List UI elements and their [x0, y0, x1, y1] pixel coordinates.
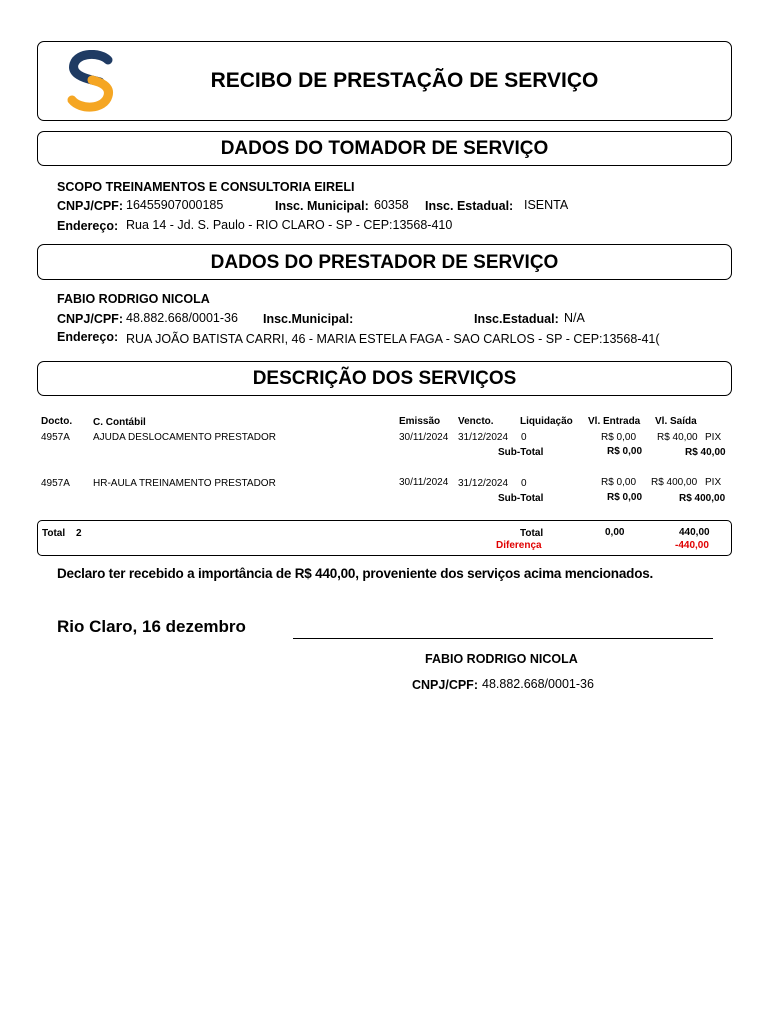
signature-line: [293, 638, 713, 639]
col-vencto: Vencto.: [458, 416, 494, 427]
tomador-insc-est-label: Insc. Estadual:: [425, 199, 514, 213]
prestador-name: FABIO RODRIGO NICOLA: [57, 292, 210, 306]
row2-entrada: R$ 0,00: [601, 477, 637, 488]
col-liquidacao: Liquidação: [520, 416, 573, 427]
prestador-section-title: DADOS DO PRESTADOR DE SERVIÇO: [210, 252, 559, 273]
col-saida: Vl. Saída: [655, 416, 697, 427]
total-count-value: 2: [76, 528, 82, 539]
signature-cnpj-value: 48.882.668/0001-36: [482, 677, 594, 691]
signature-cnpj-label: CNPJ/CPF:: [412, 678, 478, 692]
totals-box: [37, 520, 732, 556]
tomador-insc-est-value: ISENTA: [524, 198, 569, 212]
prestador-endereco-clip: [126, 330, 682, 347]
row1-saida: R$ 40,00: [657, 432, 698, 443]
total-label: Total: [520, 528, 544, 539]
tomador-cnpj-value: 16455907000185: [126, 198, 224, 212]
row2-conta: HR-AULA TREINAMENTO PRESTADOR: [93, 478, 276, 489]
row1-docto: 4957A: [41, 432, 70, 443]
row1-forma: PIX: [705, 432, 722, 443]
row2-docto: 4957A: [41, 478, 70, 489]
prestador-insc-est-label: Insc.Estadual:: [474, 312, 559, 326]
row1-subtotal-label: Sub-Total: [498, 447, 544, 458]
row2-liquidacao: 0: [521, 478, 527, 489]
page-title: RECIBO DE PRESTAÇÃO DE SERVIÇO: [210, 69, 599, 92]
diferenca-label: Diferença: [496, 540, 542, 551]
prestador-insc-mun-label: Insc.Municipal:: [263, 312, 354, 326]
diferenca-value: -440,00: [675, 540, 709, 551]
signature-name: FABIO RODRIGO NICOLA: [425, 652, 578, 666]
total-saida: 440,00: [679, 527, 710, 538]
prestador-endereco-label: Endereço:: [57, 330, 119, 344]
servicos-section-header: [37, 361, 732, 396]
tomador-insc-mun-value: 60358: [374, 198, 409, 212]
tomador-endereco-label: Endereço:: [57, 219, 119, 233]
row2-vencto: 31/12/2024: [458, 478, 509, 489]
row1-subtotal-entrada: R$ 0,00: [607, 446, 643, 457]
col-docto: Docto.: [41, 416, 73, 427]
row1-subtotal-saida: R$ 40,00: [685, 447, 726, 458]
local-data-clip: [57, 617, 277, 646]
total-entrada: 0,00: [605, 527, 625, 538]
col-emissao: Emissão: [399, 416, 441, 427]
row1-liquidacao: 0: [521, 432, 527, 443]
local-data: Rio Claro, 16 dezembro: [57, 617, 246, 636]
declaration-text: Declaro ter recebido a importância de R$ 440,00, proveniente dos serviços acima mencionados.: [57, 566, 654, 581]
row1-emissao: 30/11/2024: [399, 432, 449, 443]
row1-entrada: R$ 0,00: [601, 432, 637, 443]
tomador-insc-mun-label: Insc. Municipal:: [275, 199, 369, 213]
header-box: [37, 41, 732, 121]
row2-saida: R$ 400,00: [651, 477, 698, 488]
row1-vencto: 31/12/2024: [458, 432, 509, 443]
row1-conta: AJUDA DESLOCAMENTO PRESTADOR: [93, 432, 276, 443]
row2-subtotal-entrada: R$ 0,00: [607, 492, 643, 503]
tomador-cnpj-label: CNPJ/CPF:: [57, 199, 123, 213]
col-conta: C. Contábil: [93, 417, 146, 428]
tomador-name: SCOPO TREINAMENTOS E CONSULTORIA EIRELI: [57, 180, 355, 194]
prestador-insc-est-value: N/A: [564, 311, 585, 325]
col-entrada: Vl. Entrada: [588, 416, 641, 427]
prestador-cnpj-value: 48.882.668/0001-36: [126, 311, 238, 325]
prestador-cnpj-label: CNPJ/CPF:: [57, 312, 123, 326]
prestador-section-header: [37, 244, 732, 280]
total-count-label: Total: [42, 528, 66, 539]
tomador-section-title: DADOS DO TOMADOR DE SERVIÇO: [220, 138, 549, 159]
tomador-endereco-value: Rua 14 - Jd. S. Paulo - RIO CLARO - SP - CEP:13568-410: [126, 218, 453, 232]
row2-subtotal-saida: R$ 400,00: [679, 493, 726, 504]
tomador-section-header: [37, 131, 732, 166]
row2-forma: PIX: [705, 477, 722, 488]
row2-emissao: 30/11/2024: [399, 477, 449, 488]
servicos-section-title: DESCRIÇÃO DOS SERVIÇOS: [252, 368, 517, 389]
prestador-endereco-value: RUA JOÃO BATISTA CARRI, 46 - MARIA ESTELA FAGA - SAO CARLOS - SP - CEP:13568-41(: [126, 332, 660, 346]
row2-subtotal-label: Sub-Total: [498, 493, 544, 504]
